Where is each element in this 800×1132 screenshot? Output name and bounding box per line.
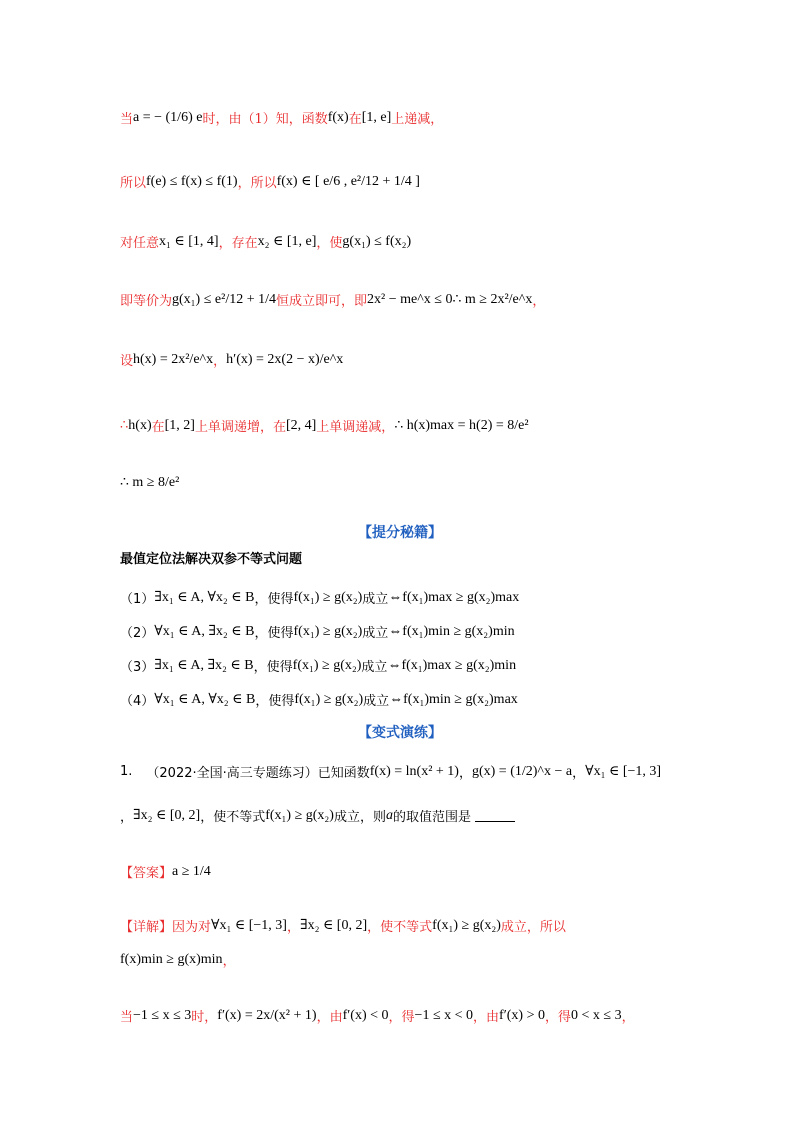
- tip-number: （4）: [120, 694, 155, 709]
- formula: x₂ ∈ [1, e]: [257, 234, 317, 249]
- formula: f(e) ≤ f(x) ≤ f(1): [146, 173, 238, 189]
- text: 成立: [363, 694, 390, 709]
- answer-line: [120, 862, 740, 881]
- formula: ∴ h(x)max = h(2) = 8/e²: [394, 418, 529, 433]
- formula: 2x² − me^x ≤ 0: [367, 291, 453, 307]
- text: 时，由（1）知，函数: [202, 112, 328, 127]
- formula: ∀x₁ ∈ A, ∃x₂ ∈ B: [154, 624, 255, 639]
- tips-heading: 【提分秘籍】: [358, 525, 442, 541]
- formula: f(x) ∈ [ e/6 , e²/12 + 1/4 ]: [276, 174, 420, 189]
- text: ，所以: [237, 176, 277, 191]
- text: 设: [120, 354, 134, 369]
- formula: 0 < x ≤ 3: [571, 1007, 622, 1023]
- formula: h′(x) = 2x(2 − x)/e^x: [226, 351, 344, 367]
- formula: f(x): [327, 109, 349, 125]
- solution-line-1: [120, 108, 740, 127]
- formula: [1, e]: [361, 109, 392, 125]
- formula: g(x₁) ≤ e²/12 + 1/4: [172, 291, 276, 307]
- solution-line-2: [120, 172, 740, 191]
- answer-blank: [475, 809, 515, 822]
- solution-line-6: [120, 416, 740, 435]
- text: ，使得: [254, 626, 294, 641]
- tips-title: 最值定位法解决双参不等式问题: [120, 552, 303, 567]
- text: ，得: [388, 1010, 415, 1025]
- formula: f(x₁)min ≥ g(x₂)max: [403, 691, 518, 707]
- text: 的取值范围是: [392, 810, 471, 825]
- tip-number: （3）: [120, 660, 155, 675]
- formula: f′(x) > 0: [499, 1007, 545, 1023]
- solution-line-5: [120, 350, 740, 369]
- question-source: （2022·全国·高三专题练习）已知函数: [146, 766, 370, 781]
- formula: f(x) = ln(x² + 1): [369, 763, 459, 779]
- formula: g(x) = (1/2)^x − a: [471, 763, 573, 779]
- text: ，使: [316, 236, 343, 251]
- text: ，: [222, 954, 236, 969]
- iff-symbol: ⇔: [389, 691, 404, 707]
- tip-item-3: [120, 656, 740, 675]
- text: 在: [348, 112, 362, 127]
- tip-item-1: [120, 588, 740, 607]
- formula: ∀x₁ ∈ [−1, 3]: [211, 918, 287, 933]
- tip-number: （1）: [120, 592, 155, 607]
- tip-item-4: [120, 690, 740, 709]
- formula: ∀x₁ ∈ A, ∀x₂ ∈ B: [154, 692, 256, 707]
- formula: f(x₁)max ≥ g(x₂)min: [401, 657, 517, 673]
- text: 成立: [362, 592, 389, 607]
- text: 成立，所以: [500, 920, 566, 935]
- text: 对任意: [120, 236, 160, 251]
- text: 当: [120, 112, 134, 127]
- formula: g(x₁) ≤ f(x₂): [342, 233, 412, 249]
- question-number: 1.: [120, 764, 133, 779]
- formula: f′(x) = 2x/(x² + 1): [217, 1007, 317, 1023]
- text: 成立: [362, 626, 389, 641]
- text: ，: [621, 1010, 635, 1025]
- text: 即等价为: [120, 294, 173, 309]
- formula: f(x₁)min ≥ g(x₂)min: [402, 623, 515, 639]
- formula: ∀x₁ ∈ [−1, 3]: [585, 764, 662, 779]
- therefore-symbol: ∴: [120, 418, 129, 433]
- formula: f(x)min ≥ g(x)min: [120, 951, 223, 967]
- text: ，: [572, 766, 586, 781]
- tip-number: （2）: [120, 626, 155, 641]
- text: ，由: [473, 1010, 500, 1025]
- text: 当: [120, 1010, 134, 1025]
- formula: f(x₁)max ≥ g(x₂)max: [402, 589, 520, 605]
- solution-line-3: [120, 232, 740, 251]
- answer-label: 【答案】: [120, 866, 173, 881]
- text: ，存在: [218, 236, 258, 251]
- formula: f′(x) < 0: [342, 1007, 389, 1023]
- formula: x₁ ∈ [1, 4]: [159, 234, 219, 249]
- solution-line-7: [120, 474, 740, 491]
- formula: f(x₁) ≥ g(x₂): [432, 917, 501, 933]
- text: 恒成立即可，即: [276, 294, 368, 309]
- text: ，使得: [254, 592, 294, 607]
- formula: f(x₁) ≥ g(x₂): [292, 657, 362, 673]
- text: ，: [286, 920, 300, 935]
- text: 上单调递减，: [316, 420, 395, 435]
- text: 时，: [191, 1010, 218, 1025]
- text: ，使不等式: [367, 920, 433, 935]
- formula: a: [385, 807, 393, 823]
- text: 在: [151, 420, 165, 435]
- text: ，: [458, 766, 472, 781]
- formula: −1 ≤ x ≤ 3: [133, 1007, 192, 1023]
- text: ，使不等式: [200, 810, 266, 825]
- formula: −1 ≤ x < 0: [414, 1007, 474, 1023]
- formula: a = − (1/6) e: [133, 109, 203, 125]
- formula: [2, 4]: [285, 417, 317, 433]
- detail-line-3: [120, 1006, 740, 1025]
- formula: h(x) = 2x²/e^x: [133, 351, 214, 367]
- formula: a ≥ 1/4: [172, 863, 211, 879]
- text: 成立: [361, 660, 388, 675]
- text: ，由: [316, 1010, 343, 1025]
- tip-item-2: [120, 622, 740, 641]
- formula: [1, 2]: [164, 417, 195, 433]
- text: 因为对: [172, 920, 212, 935]
- text: 所以: [120, 176, 147, 191]
- practice-heading: 【变式演练】: [358, 725, 442, 741]
- text: 上单调递增，在: [194, 420, 286, 435]
- iff-symbol: ⇔: [388, 623, 403, 639]
- formula: ∴ m ≥ 2x²/e^x: [452, 292, 533, 307]
- formula: ∃x₁ ∈ A, ∀x₂ ∈ B: [154, 590, 255, 605]
- formula: ∃x₂ ∈ [0, 2]: [299, 918, 368, 933]
- iff-symbol: ⇔: [387, 657, 402, 673]
- detail-label: 【详解】: [120, 920, 173, 935]
- formula: h(x): [128, 417, 152, 433]
- text: ，得: [545, 1010, 572, 1025]
- formula: ∃x₁ ∈ A, ∃x₂ ∈ B: [154, 658, 254, 673]
- text: ，: [213, 354, 227, 369]
- text: ，: [532, 294, 546, 309]
- text: ，使得: [255, 694, 295, 709]
- formula: f(x₁) ≥ g(x₂): [293, 589, 363, 605]
- solution-line-4: [120, 290, 740, 309]
- question-line-1: [120, 762, 740, 781]
- question-line-2: [120, 806, 740, 825]
- formula: f(x₁) ≥ g(x₂): [293, 623, 363, 639]
- formula: f(x₁) ≥ g(x₂): [265, 807, 334, 823]
- iff-symbol: ⇔: [388, 589, 403, 605]
- text: 成立，则: [333, 810, 386, 825]
- formula: f(x₁) ≥ g(x₂): [294, 691, 364, 707]
- text: ，使得: [253, 660, 293, 675]
- formula: ∴ m ≥ 8/e²: [120, 475, 180, 490]
- detail-line-1: [120, 916, 740, 935]
- detail-line-2: [120, 950, 740, 969]
- formula: ∃x₂ ∈ [0, 2]: [133, 808, 201, 823]
- text: 上递减，: [391, 112, 444, 127]
- text: ，: [120, 810, 134, 825]
